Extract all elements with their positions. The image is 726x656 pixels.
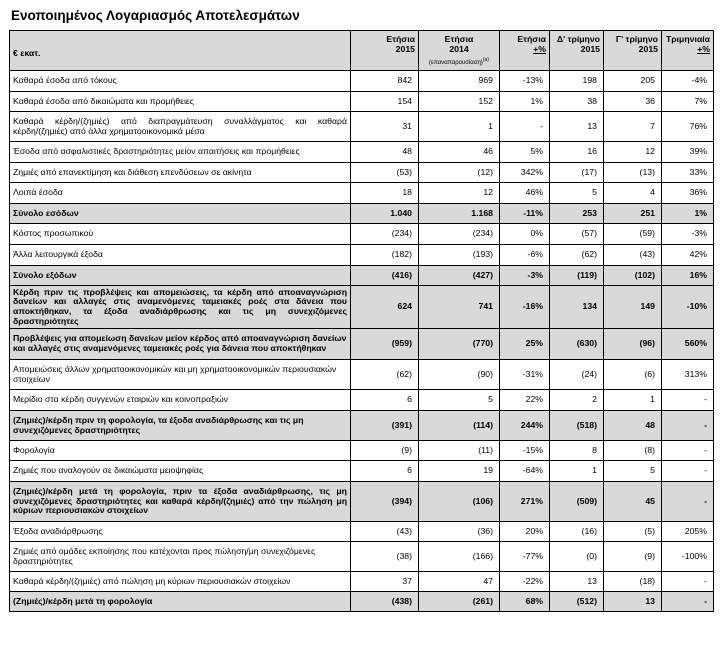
row-value: (391) <box>351 411 419 441</box>
row-value: 76% <box>662 112 714 142</box>
table-row <box>10 112 714 142</box>
row-value: 313% <box>662 360 714 390</box>
row-value: 42% <box>662 245 714 266</box>
row-value: 205 <box>604 71 662 92</box>
header-row <box>10 31 714 71</box>
row-value: 741 <box>419 286 500 329</box>
row-value: - <box>662 390 714 411</box>
row-value: 205% <box>662 522 714 542</box>
row-value: (166) <box>419 542 500 572</box>
income-statement <box>9 30 713 612</box>
row-value: -31% <box>500 360 550 390</box>
row-value: 25% <box>500 329 550 360</box>
table-row <box>10 390 714 411</box>
row-value: 6 <box>351 390 419 411</box>
header-annual-2015: Ετήσια 2015 <box>351 31 419 71</box>
row-label: (Ζημιές)/κέρδη πριν τη φορολογία, τα έξοδα αναδιάρθρωσης και τις μη συνεχιζόμενες δραστηριότητες <box>10 411 351 441</box>
row-value: 36% <box>662 183 714 204</box>
row-value: (518) <box>550 411 604 441</box>
header-q4-2015: Δ' τρίμηνο 2015 <box>550 31 604 71</box>
row-value: 1.168 <box>419 204 500 224</box>
row-label: Καθαρά κέρδη/(ζημιές) από διαπραγμάτευση συναλλάγματος και καθαρά κέρδη/(ζημιές) από άλλα χρηματοοικονομικά μέσα <box>10 112 351 142</box>
row-value: 18 <box>351 183 419 204</box>
row-value: (394) <box>351 482 419 522</box>
row-value: 152 <box>419 92 500 112</box>
row-label: Φορολογία <box>10 441 351 461</box>
row-value: 7% <box>662 92 714 112</box>
row-label: Έσοδα από ασφαλιστικές δραστηριότητες μείον απαιτήσεις και προμήθειες <box>10 142 351 163</box>
table-row <box>10 572 714 592</box>
row-value: -10% <box>662 286 714 329</box>
row-value: -11% <box>500 204 550 224</box>
row-value: (512) <box>550 592 604 612</box>
row-value: 12 <box>419 183 500 204</box>
header-annual-change: Ετήσια +% <box>500 31 550 71</box>
row-value: 12 <box>604 142 662 163</box>
row-label: Έξοδα αναδιάρθρωσης <box>10 522 351 542</box>
row-value: (119) <box>550 266 604 286</box>
row-value: 8 <box>550 441 604 461</box>
row-label: Ζημιές που αναλογούν σε δικαιώματα μειοψηφίας <box>10 461 351 482</box>
table-row <box>10 461 714 482</box>
row-value: -3% <box>662 224 714 245</box>
row-value: 33% <box>662 163 714 183</box>
row-value: (959) <box>351 329 419 360</box>
row-value: 342% <box>500 163 550 183</box>
row-value: -3% <box>500 266 550 286</box>
row-value: (13) <box>604 163 662 183</box>
row-value: 16% <box>662 266 714 286</box>
row-value: 47 <box>419 572 500 592</box>
row-value: (630) <box>550 329 604 360</box>
row-value: (770) <box>419 329 500 360</box>
row-value: - <box>662 592 714 612</box>
row-value: (38) <box>351 542 419 572</box>
row-value: (59) <box>604 224 662 245</box>
row-value: (12) <box>419 163 500 183</box>
row-value: 624 <box>351 286 419 329</box>
row-value: -100% <box>662 542 714 572</box>
row-label: (Ζημιές)/κέρδη μετά τη φορολογία, πριν τα έξοδα αναδιάρθρωσης, τις μη συνεχιζόμενες δραστηριότητες και καθαρά κέρδη/(ζημιές) από την πώληση μη κύριων περιουσιακών στοιχείων <box>10 482 351 522</box>
row-value: 244% <box>500 411 550 441</box>
header-currency-label: € εκατ. <box>10 31 351 71</box>
table-row <box>10 482 714 522</box>
row-label: Λοιπά έσοδα <box>10 183 351 204</box>
row-value: 36 <box>604 92 662 112</box>
row-value: -4% <box>662 71 714 92</box>
row-value: (234) <box>419 224 500 245</box>
row-value: - <box>662 461 714 482</box>
table-row <box>10 522 714 542</box>
row-value: - <box>500 112 550 142</box>
header-quarterly-change: Τριμηνιαία +% <box>662 31 714 71</box>
row-value: 37 <box>351 572 419 592</box>
row-value: 20% <box>500 522 550 542</box>
row-value: 13 <box>550 112 604 142</box>
row-value: 22% <box>500 390 550 411</box>
row-value: 48 <box>351 142 419 163</box>
row-value: - <box>662 411 714 441</box>
row-value: (106) <box>419 482 500 522</box>
row-value: 5 <box>604 461 662 482</box>
row-value: 31 <box>351 112 419 142</box>
row-label: Σύνολο εσόδων <box>10 204 351 224</box>
row-value: 251 <box>604 204 662 224</box>
row-value: (509) <box>550 482 604 522</box>
row-value: - <box>662 482 714 522</box>
row-value: 154 <box>351 92 419 112</box>
table-row <box>10 142 714 163</box>
table-row <box>10 266 714 286</box>
row-value: (416) <box>351 266 419 286</box>
table-row <box>10 441 714 461</box>
income-statement-table <box>9 30 714 612</box>
row-value: 46% <box>500 183 550 204</box>
row-value: 45 <box>604 482 662 522</box>
row-value: 7 <box>604 112 662 142</box>
row-value: (17) <box>550 163 604 183</box>
row-value: 13 <box>550 572 604 592</box>
table-row <box>10 224 714 245</box>
row-value: 1% <box>662 204 714 224</box>
row-value: (43) <box>351 522 419 542</box>
row-value: - <box>662 572 714 592</box>
row-value: 560% <box>662 329 714 360</box>
row-label: Προβλέψεις για απομείωση δανείων μείον κέρδος από αποαναγνώριση δανείων και αλλαγές στις αναμενόμενες ταμειακές ροές για δάνεια που αποκτήθηκαν <box>10 329 351 360</box>
row-value: (62) <box>550 245 604 266</box>
row-value: -6% <box>500 245 550 266</box>
row-value: -13% <box>500 71 550 92</box>
row-value: (96) <box>604 329 662 360</box>
table-body <box>10 71 714 612</box>
header-q3-2015: Γ' τρίμηνο 2015 <box>604 31 662 71</box>
row-label: Καθαρά έσοδα από δικαιώματα και προμήθειες <box>10 92 351 112</box>
table-row <box>10 360 714 390</box>
row-value: (261) <box>419 592 500 612</box>
table-row <box>10 92 714 112</box>
row-value: 13 <box>604 592 662 612</box>
row-value: (234) <box>351 224 419 245</box>
row-value: -22% <box>500 572 550 592</box>
row-label: Καθαρά κέρδη/(ζημιές) από πώληση μη κύριων περιουσιακών στοιχείων <box>10 572 351 592</box>
row-value: 5 <box>419 390 500 411</box>
row-value: -16% <box>500 286 550 329</box>
row-value: (114) <box>419 411 500 441</box>
row-value: 842 <box>351 71 419 92</box>
row-value: 0% <box>500 224 550 245</box>
row-value: (0) <box>550 542 604 572</box>
row-label: Ζημιές από ομάδες εκποίησης που κατέχονται προς πώληση/μη συνεχιζόμενες δραστηριότητες <box>10 542 351 572</box>
row-value: (5) <box>604 522 662 542</box>
row-label: Κόστος προσωπικού <box>10 224 351 245</box>
row-value: 46 <box>419 142 500 163</box>
row-value: 271% <box>500 482 550 522</box>
table-row <box>10 71 714 92</box>
row-value: 68% <box>500 592 550 612</box>
row-value: (427) <box>419 266 500 286</box>
row-value: (11) <box>419 441 500 461</box>
row-value: (8) <box>604 441 662 461</box>
row-value: 5 <box>550 183 604 204</box>
row-value: - <box>662 441 714 461</box>
row-value: 1 <box>604 390 662 411</box>
row-label: Κέρδη πριν τις προβλέψεις και απομειώσεις, τα κέρδη από αποαναγνώριση δανείων και αλλαγές στις αναμενόμενες ταμειακές ροές στα δάνεια που αποκτήθηκαν, τα έξοδα αναδιάρθρωσης και τις μη συνεχιζόμενες δραστηριότητες <box>10 286 351 329</box>
row-value: 969 <box>419 71 500 92</box>
row-value: (90) <box>419 360 500 390</box>
row-label: Άλλα λειτουργικά έξοδα <box>10 245 351 266</box>
row-label: Σύνολο εξόδων <box>10 266 351 286</box>
row-value: 1% <box>500 92 550 112</box>
row-value: 1.040 <box>351 204 419 224</box>
row-value: (193) <box>419 245 500 266</box>
row-label: Μερίδιο στα κέρδη συγγενών εταιριών και κοινοπραξιών <box>10 390 351 411</box>
row-value: 1 <box>419 112 500 142</box>
row-value: 39% <box>662 142 714 163</box>
table-row <box>10 286 714 329</box>
row-value: (9) <box>604 542 662 572</box>
row-value: 16 <box>550 142 604 163</box>
row-value: (36) <box>419 522 500 542</box>
row-value: 253 <box>550 204 604 224</box>
row-value: -64% <box>500 461 550 482</box>
row-value: -77% <box>500 542 550 572</box>
row-value: 134 <box>550 286 604 329</box>
row-value: 19 <box>419 461 500 482</box>
row-value: (62) <box>351 360 419 390</box>
table-row <box>10 542 714 572</box>
row-value: (6) <box>604 360 662 390</box>
row-value: (102) <box>604 266 662 286</box>
row-value: 149 <box>604 286 662 329</box>
table-row <box>10 329 714 360</box>
row-value: 4 <box>604 183 662 204</box>
row-value: -15% <box>500 441 550 461</box>
row-value: (16) <box>550 522 604 542</box>
table-row <box>10 592 714 612</box>
row-value: (438) <box>351 592 419 612</box>
row-value: 1 <box>550 461 604 482</box>
table-row <box>10 245 714 266</box>
row-value: 48 <box>604 411 662 441</box>
statement-title: Ενοποιημένος Λογαριασμός Αποτελεσμάτων <box>11 8 300 23</box>
row-label: (Ζημιές)/κέρδη μετά τη φορολογία <box>10 592 351 612</box>
row-value: 2 <box>550 390 604 411</box>
row-label: Ζημιές από επανεκτίμηση και διάθεση επενδύσεων σε ακίνητα <box>10 163 351 183</box>
row-value: (57) <box>550 224 604 245</box>
row-value: (18) <box>604 572 662 592</box>
row-value: (43) <box>604 245 662 266</box>
table-row <box>10 204 714 224</box>
row-value: 198 <box>550 71 604 92</box>
row-label: Καθαρά έσοδα από τόκους <box>10 71 351 92</box>
row-value: 5% <box>500 142 550 163</box>
row-value: 38 <box>550 92 604 112</box>
table-row <box>10 183 714 204</box>
row-value: (24) <box>550 360 604 390</box>
table-row <box>10 411 714 441</box>
row-value: (53) <box>351 163 419 183</box>
table-row <box>10 163 714 183</box>
row-label: Απομειώσεις άλλων χρηματοοικονομικών και μη χρηματοοικονομικών περιουσιακών στοιχείων <box>10 360 351 390</box>
row-value: (182) <box>351 245 419 266</box>
row-value: (9) <box>351 441 419 461</box>
header-annual-2014: Ετήσια 2014 $(\varepsilon\pi\alpha\nu\alpha\pi\alpha\rho o\upsilon\sigma ί\alpha\sigma\eta)^{(a)}$ <box>419 31 500 71</box>
row-value: 6 <box>351 461 419 482</box>
